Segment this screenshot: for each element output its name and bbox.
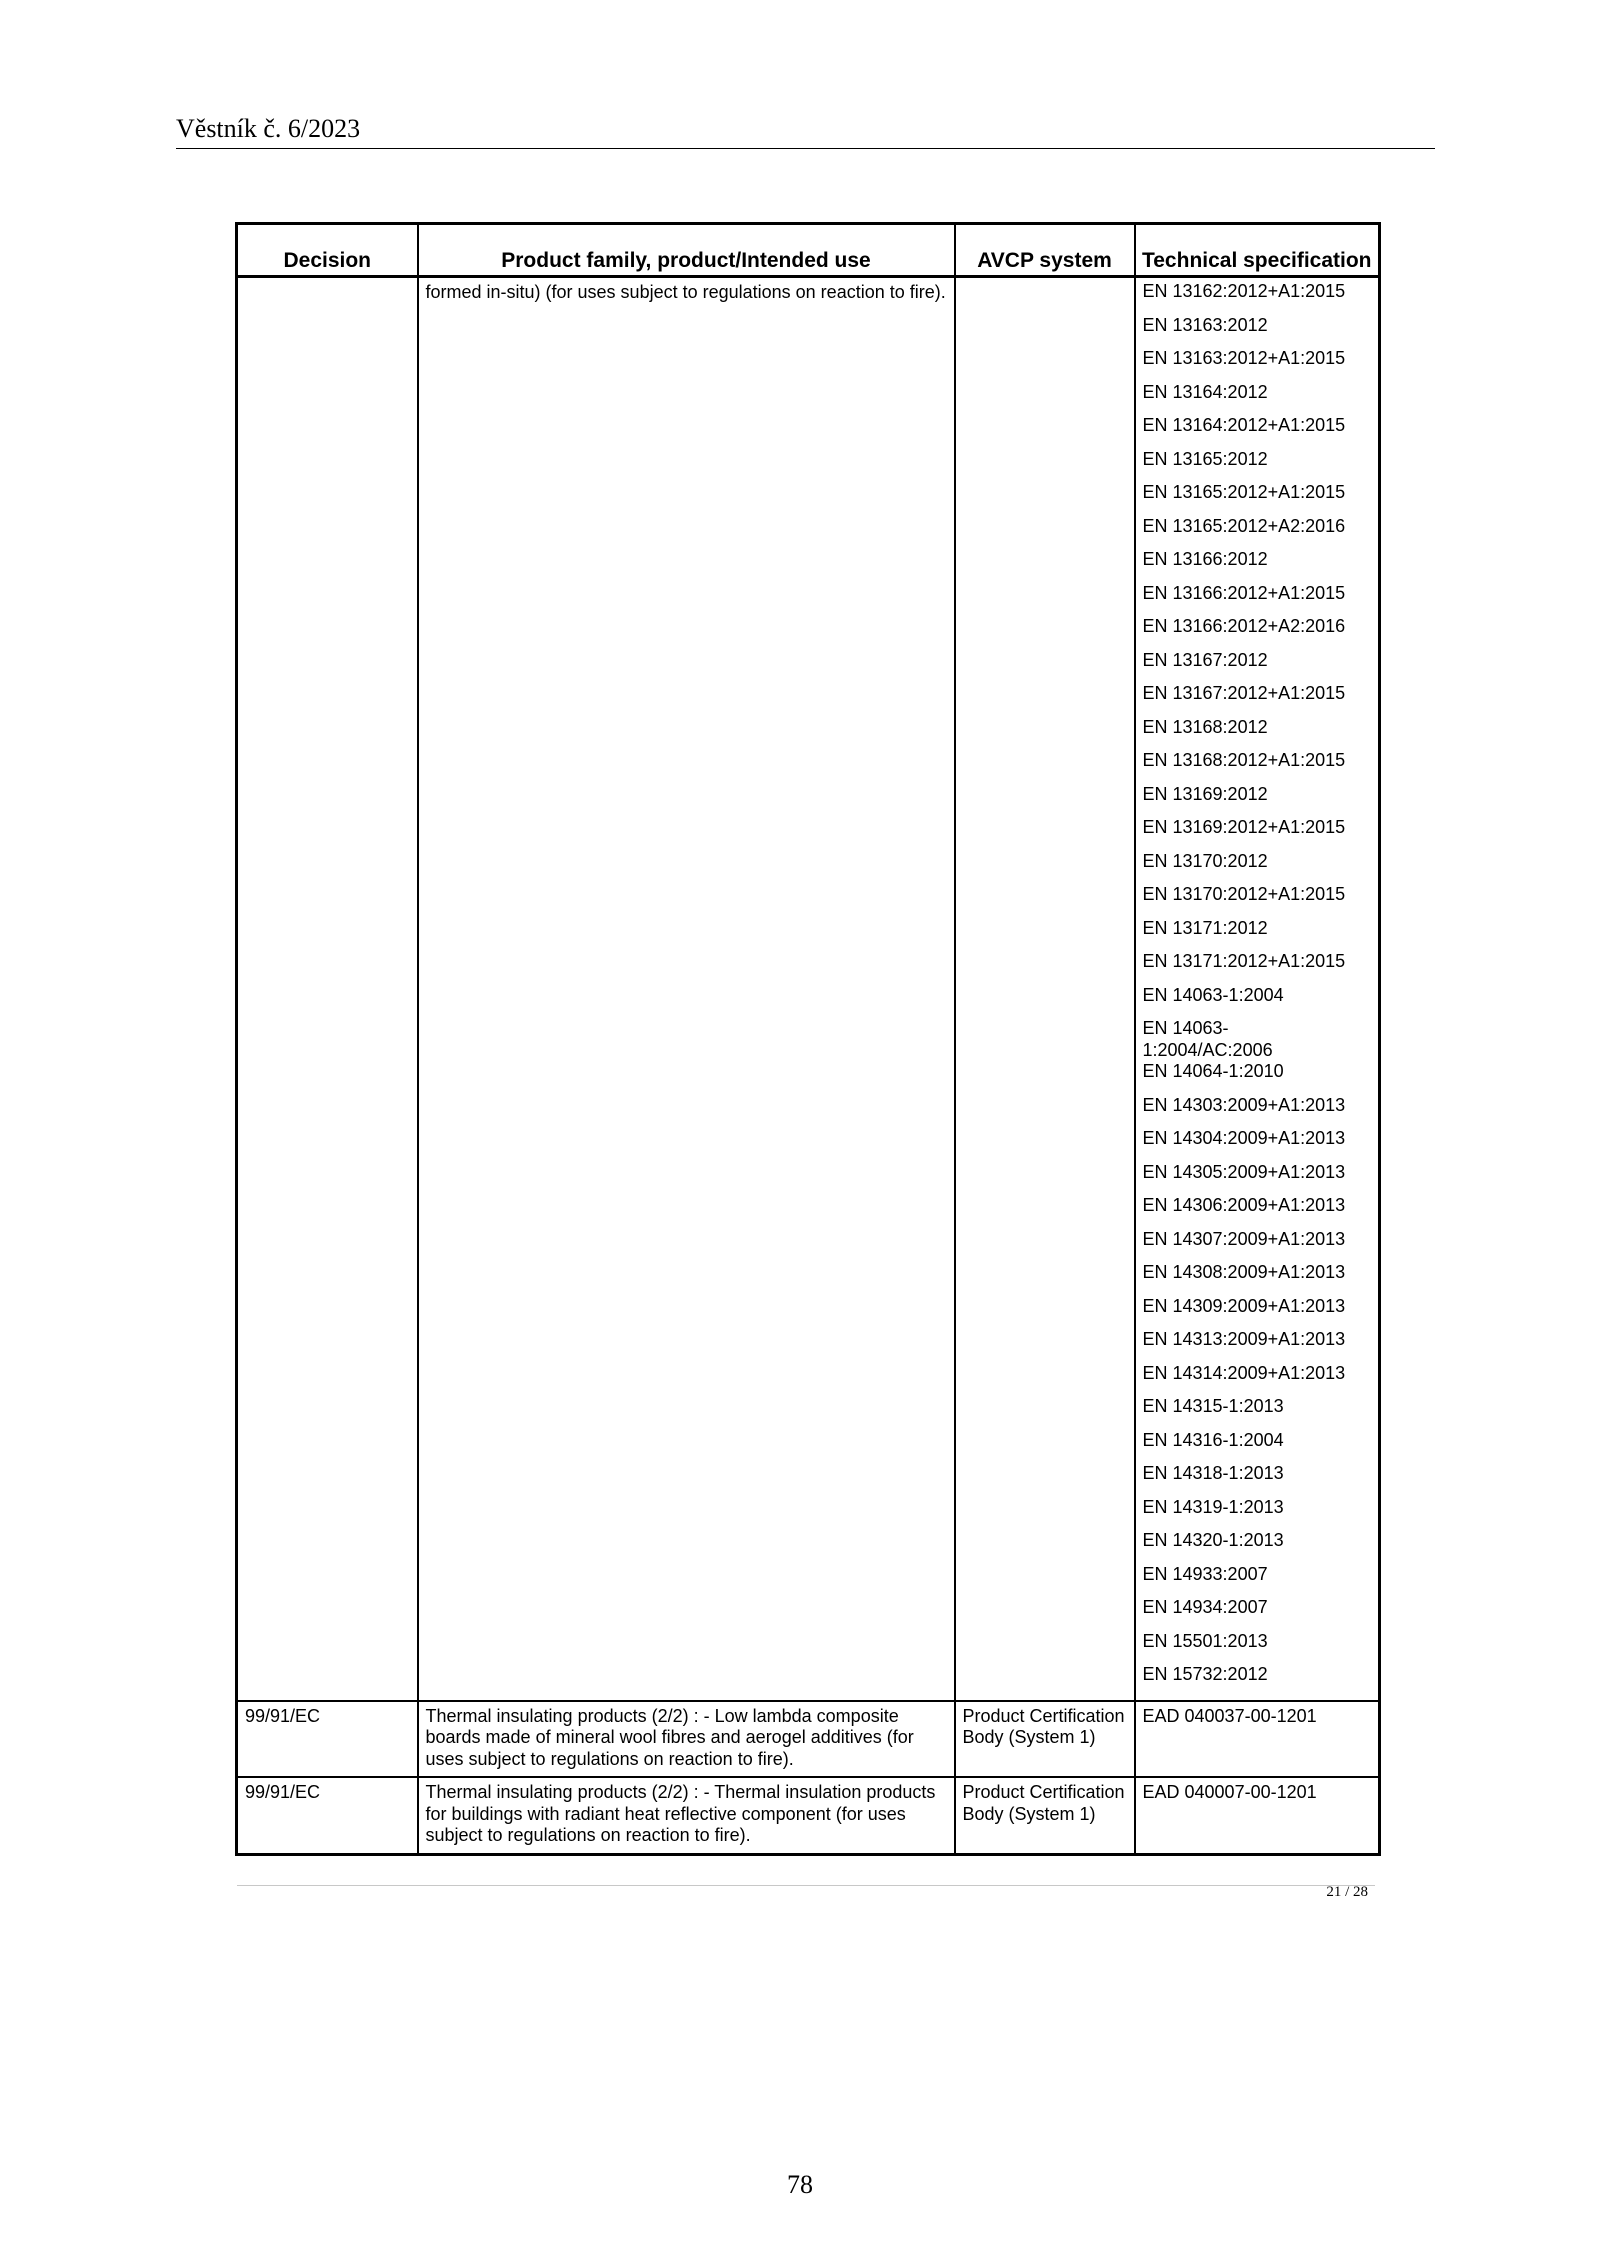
spec-item: EN 14308:2009+A1:2013	[1142, 1262, 1346, 1282]
spec-item: EN 14934:2007	[1142, 1597, 1268, 1617]
spec-item: EN 14306:2009+A1:2013	[1142, 1195, 1346, 1215]
table-header-row	[237, 224, 1380, 277]
spec-item: EN 14063-1:2004/AC:2006	[1142, 1018, 1273, 1060]
spec-item: EN 14314:2009+A1:2013	[1142, 1362, 1346, 1383]
spec-item: EN 13165:2012	[1142, 448, 1268, 469]
spec-item: EN 14064-1:2010	[1142, 1061, 1284, 1081]
spec-item: EN 13170:2012+A1:2015	[1142, 884, 1346, 904]
spec-list	[1143, 281, 1372, 1698]
spec-item: EN 13169:2012	[1142, 783, 1268, 804]
spec-item: EN 13167:2012	[1142, 649, 1268, 670]
spec-item: EN 14933:2007	[1142, 1563, 1268, 1584]
spec-item: EN 13166:2012+A2:2016	[1142, 616, 1346, 636]
spec-item: EN 13166:2012	[1142, 549, 1268, 569]
spec-item: EN 13171:2012+A1:2015	[1142, 951, 1346, 971]
technical-specification-cell: EAD 040037-00-1201	[1135, 1701, 1380, 1778]
product-cell: Thermal insulating products (2/2) : - Low lambda composite boards made of mineral wool fibres and aerogel additives (for uses subject to regulations on reaction to fire).	[418, 1701, 955, 1778]
technical-specification-cell: EAD 040007-00-1201	[1135, 1777, 1380, 1854]
spec-item: EN 13166:2012+A1:2015	[1142, 582, 1346, 603]
avcp-cell: Product Certification Body (System 1)	[955, 1701, 1135, 1778]
journal-header: Věstník č. 6/2023	[176, 112, 1435, 149]
spec-item: EN 14318-1:2013	[1142, 1463, 1284, 1483]
spec-item: EN 13162:2012+A1:2015	[1142, 281, 1346, 301]
spec-item: EN 13167:2012+A1:2015	[1142, 683, 1346, 703]
spec-item: EN 13165:2012+A1:2015	[1142, 482, 1346, 502]
spec-item: EN 13168:2012	[1142, 716, 1268, 737]
footer-divider	[237, 1885, 1375, 1886]
spec-item: EN 13163:2012	[1142, 314, 1268, 335]
column-header-technical-specification: Technical specification	[1135, 224, 1380, 277]
page-number: 78	[787, 2170, 813, 2199]
spec-item: EN 14063-1:2004	[1142, 984, 1284, 1005]
column-header-avcp: AVCP system	[955, 224, 1135, 277]
table-row	[237, 1701, 1380, 1778]
spec-item: EN 14303:2009+A1:2013	[1142, 1094, 1346, 1115]
decision-cell: 99/91/EC	[237, 1701, 418, 1778]
avcp-cell	[955, 277, 1135, 1701]
spec-item: EN 13168:2012+A1:2015	[1142, 750, 1346, 770]
spec-item: EN 14307:2009+A1:2013	[1142, 1228, 1346, 1249]
spec-item: EN 14319-1:2013	[1142, 1496, 1284, 1517]
spec-item: EN 14316-1:2004	[1142, 1429, 1284, 1450]
spec-item: EN 14320-1:2013	[1142, 1530, 1284, 1550]
avcp-cell: Product Certification Body (System 1)	[955, 1777, 1135, 1854]
spec-item: EN 15732:2012	[1142, 1664, 1268, 1684]
decision-cell	[237, 277, 418, 1701]
table-row	[237, 1777, 1380, 1854]
spec-item: EN 13164:2012+A1:2015	[1142, 415, 1346, 435]
spec-item: EN 14315-1:2013	[1142, 1396, 1284, 1416]
spec-item: EN 14313:2009+A1:2013	[1142, 1329, 1346, 1349]
spec-item: EN 13169:2012+A1:2015	[1142, 817, 1346, 837]
table-row-continued	[237, 277, 1380, 1701]
spec-item: EN 14304:2009+A1:2013	[1142, 1128, 1346, 1148]
spec-item: EN 13163:2012+A1:2015	[1142, 348, 1346, 368]
decisions-table	[235, 222, 1381, 1856]
product-cell: formed in-situ) (for uses subject to regulations on reaction to fire).	[418, 277, 955, 1701]
spec-item: EN 13165:2012+A2:2016	[1142, 515, 1346, 536]
page-index: 21 / 28	[1326, 1884, 1368, 1900]
product-cell: Thermal insulating products (2/2) : - Thermal insulation products for buildings with radiant heat reflective component (for uses subject to regulations on reaction to fire).	[418, 1777, 955, 1854]
spec-item: EN 14309:2009+A1:2013	[1142, 1295, 1346, 1316]
spec-item: EN 14305:2009+A1:2013	[1142, 1161, 1346, 1182]
decision-cell: 99/91/EC	[237, 1777, 418, 1854]
spec-item: EN 13170:2012	[1142, 850, 1268, 871]
technical-specification-cell	[1135, 277, 1380, 1701]
spec-item: EN 13171:2012	[1142, 917, 1268, 938]
column-header-product: Product family, product/Intended use	[418, 224, 955, 277]
spec-item: EN 15501:2013	[1142, 1630, 1268, 1651]
column-header-decision: Decision	[237, 224, 418, 277]
spec-item: EN 13164:2012	[1142, 381, 1268, 402]
